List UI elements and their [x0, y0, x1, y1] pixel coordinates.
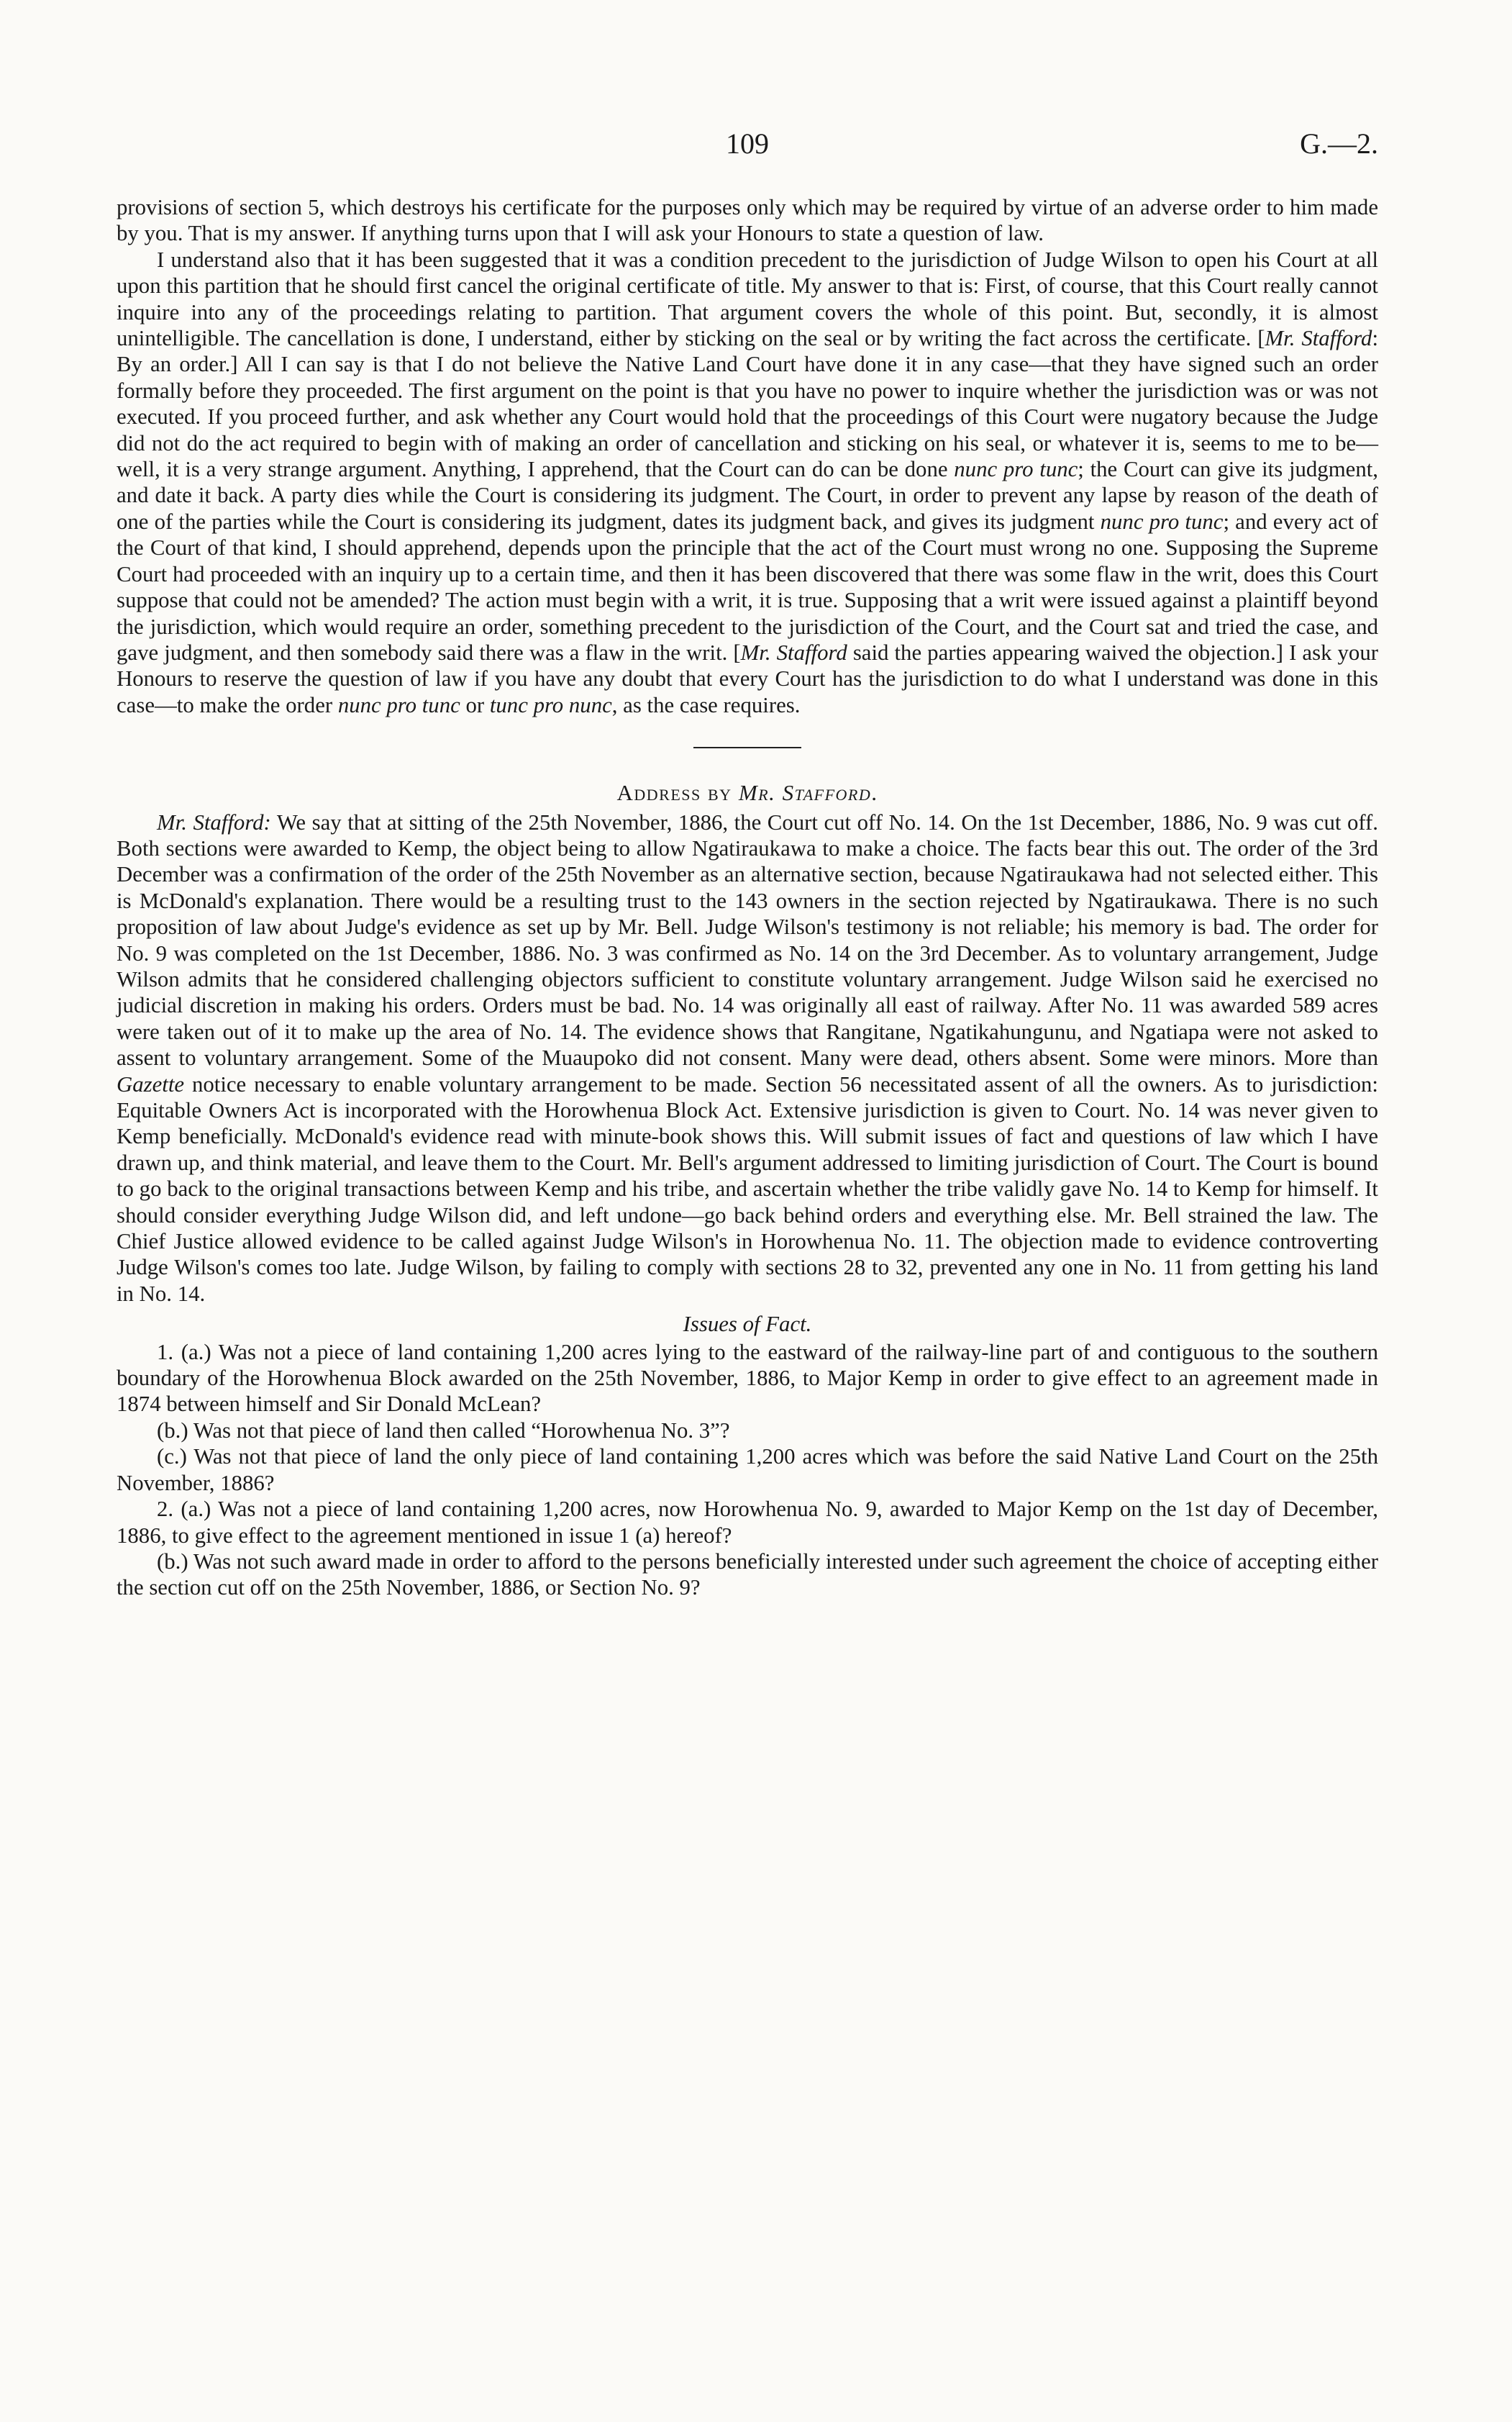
document-code: G.—2.	[1300, 127, 1378, 160]
issue-item: (b.) Was not that piece of land then called “Horowhenua No. 3”?	[157, 1418, 730, 1443]
address-body: We say that at sitting of the 25th November, 1886, the Court cut off No. 14. On the 1st December, 1886, No. 9 was cut off. Both sections were awarded to Kemp, the object being to allow Ngatiraukawa to make a choice. The facts bear this out. The order of the 3rd December was a confirmation of the order of the 25th November as an alternative section, because Ngatiraukawa had not selected either. This is McDonald's explanation. There would be a resulting trust to the 143 owners in the section rejected by Ngatiraukawa. There is no such proposition of law about Judge's evidence as set up by Mr. Bell. Judge Wilson's testimony is not reliable; his memory is bad. The order for No. 9 was completed on the 1st December, 1886. No. 3 was confirmed as No. 14 on the 3rd December. As to voluntary arrangement, Judge Wilson admits that he considered challenging objectors sufficient to constitute voluntary arrangement. Judge Wilson said he exercised no judicial discretion in making his orders. Orders must be bad. No. 14 was originally all east of railway. After No. 11 was awarded 589 acres were taken out of it to make up the area of No. 14. The evidence shows that Rangitane, Ngatikahungunu, and Ngatiapa were not asked to assent to voluntary arrangement. Some of the Muaupoko did not consent. Many were dead, others absent. Some were minors. More than Gazette notice necessary to enable voluntary arrangement to be made. Section 56 necessitated assent of all the owners. As to jurisdiction: Equitable Owners Act is incorporated with the Horowhenua Block Act. Extensive jurisdiction is given to Court. No. 14 was never given to Kemp beneficially. McDonald's evidence read with minute-book shows this. Will submit issues of fact and questions of law which I have drawn up, and think material, and leave them to the Court. Mr. Bell's argument addressed to limiting jurisdiction of Court. The Court is bound to go back to the original transactions between Kemp and his tribe, and ascertain whether the tribe validly gave No. 14 to Kemp for himself. It should consider everything Judge Wilson did, and left undone—go back behind orders and everything else. Mr. Bell strained the law. The Chief Justice allowed evidence to be called against Judge Wilson's in Horowhenua No. 11. The objection made to evidence controverting Judge Wilson's comes too late. Judge Wilson, by failing to comply with sections 28 to 32, prevented any one in No. 11 from getting his land in No. 14.	[117, 809, 1379, 1306]
issue-item: 1. (a.) Was not a piece of land containing 1,200 acres lying to the eastward of the railway-line part of and contiguous to the southern boundary of the Horowhenua Block awarded on the 25th November, 1886, to Major Kemp in order to give effect to an agreement made in 1874 between himself and Sir Donald McLean?	[117, 1339, 1378, 1417]
page-header	[117, 127, 1378, 170]
issues-heading: Issues of Fact.	[683, 1312, 812, 1337]
address-speaker: Mr. Stafford:	[157, 809, 271, 835]
address-paragraph	[117, 809, 1378, 1307]
page-body	[117, 194, 1378, 1601]
section-divider	[693, 747, 801, 748]
issue-item: (b.) Was not such award made in order to afford to the persons beneficially interested under such agreement the choice of accepting either the section cut off on the 25th November, 1886, or Section No. 9?	[117, 1548, 1378, 1600]
issue-item: 2. (a.) Was not a piece of land containing 1,200 acres, now Horowhenua No. 9, awarded to Major Kemp on the 1st day of December, 1886, to give effect to the agreement mentioned in issue 1 (a) hereof?	[117, 1497, 1378, 1548]
paragraph-argument: I understand also that it has been suggested that it was a condition precedent to the jurisdiction of Judge Wilson to open his Court at all upon this partition that he should first cancel the original certificate of title. My answer to that is: First, of course, that this Court really cannot inquire into any of the proceedings relating to partition. That argument covers the whole of this point. But, secondly, it is almost unintelligible. The cancellation is done, I understand, either by sticking on the seal or by writing the fact across the certificate. [Mr. Stafford: By an order.] All I can say is that I do not believe the Native Land Court have done it in any case—that they have signed such an order formally before they proceeded. The first argument on the point is that you have no power to inquire whether the jurisdiction was or was not executed. If you proceed further, and ask whether any Court would hold that the proceedings of this Court were nugatory because the Judge did not do the act required to begin with of making an order of cancellation and sticking on his seal, or whatever it is, seems to me to be—well, it is a very strange argument. Anything, I apprehend, that the Court can do can be done nunc pro tunc; the Court can give its judgment, and date it back. A party dies while the Court is considering its judgment. The Court, in order to prevent any lapse by reason of the death of one of the parties while the Court is considering its judgment, dates its judgment back, and gives its judgment nunc pro tunc; and every act of the Court of that kind, I should apprehend, depends upon the principle that the act of the Court must wrong no one. Supposing the Supreme Court had proceeded with an inquiry up to a certain time, and then it has been discovered that there was some flaw in the writ, does this Court suppose that could not be amended? The action must begin with a writ, it is true. Supposing that a writ were issued against a plaintiff beyond the jurisdiction, which would require an order, something precedent to the jurisdiction of the Court, and the Court sat and tried the case, and gave judgment, and then somebody said there was a flaw in the writ. [Mr. Stafford said the parties appearing waived the objection.] I ask your Honours to reserve the question of law if you have any doubt that every Court has the jurisdiction to do what I understand was done in this case—to make the order nunc pro tunc or tunc pro nunc, as the case requires.	[117, 247, 1379, 717]
page-number: 109	[726, 127, 769, 160]
address-heading: Address by Mr. Stafford.	[616, 780, 878, 806]
paragraph-continued: provisions of section 5, which destroys his certificate for the purposes only which may be required by virtue of an adverse order to him made by you. That is my answer. If anything turns upon that I will ask your Honours to state a question of law.	[117, 195, 1378, 246]
issue-item: (c.) Was not that piece of land the only piece of land containing 1,200 acres which was before the said Native Land Court on the 25th November, 1886?	[117, 1444, 1378, 1495]
